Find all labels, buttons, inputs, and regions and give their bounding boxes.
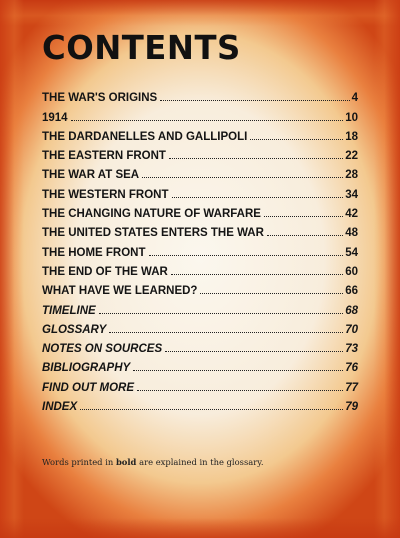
glossary-note-before: Words printed in xyxy=(42,457,116,467)
toc-entry-page: 42 xyxy=(345,208,358,221)
toc-entry-page: 76 xyxy=(345,362,358,375)
dot-leader xyxy=(160,99,349,101)
toc-entry-title: NOTES ON SOURCES xyxy=(42,343,163,356)
burnt-edge-left xyxy=(0,0,24,538)
toc-entry-title: THE WAR'S ORIGINS xyxy=(42,92,158,105)
dot-leader xyxy=(171,273,343,275)
toc-entry[interactable] xyxy=(42,201,358,220)
toc-entry-page: 60 xyxy=(345,265,358,278)
toc-entry-title: WHAT HAVE WE LEARNED? xyxy=(42,285,198,298)
dot-leader xyxy=(71,119,344,121)
toc-entry-page: 18 xyxy=(345,130,358,143)
toc-entry-page: 34 xyxy=(345,188,358,201)
toc-entry[interactable] xyxy=(42,162,358,181)
dot-leader xyxy=(165,350,343,352)
toc-entry-page: 48 xyxy=(345,227,358,240)
dot-leader xyxy=(133,369,343,371)
burnt-edge-bottom xyxy=(0,518,400,538)
toc-entry-title: INDEX xyxy=(42,401,78,414)
page-title: CONTENTS xyxy=(42,28,241,67)
toc-entry-page: 66 xyxy=(345,285,358,298)
dot-leader xyxy=(137,389,343,391)
dot-leader xyxy=(99,312,344,314)
toc-entry-title: THE EASTERN FRONT xyxy=(42,150,166,163)
toc-entry[interactable] xyxy=(42,143,358,162)
toc-entry-title: THE CHANGING NATURE OF WARFARE xyxy=(42,208,261,221)
toc-entry-title: FIND OUT MORE xyxy=(42,381,134,394)
burnt-edge-top xyxy=(0,0,400,26)
burnt-edge-right xyxy=(374,0,400,538)
toc-entry[interactable] xyxy=(42,355,358,374)
glossary-note-after: are explained in the glossary. xyxy=(136,457,264,467)
toc-entry[interactable] xyxy=(42,336,358,355)
toc-entry-title: BIBLIOGRAPHY xyxy=(42,362,131,375)
toc-entry[interactable] xyxy=(42,239,358,258)
dot-leader xyxy=(250,138,343,140)
dot-leader xyxy=(264,215,343,217)
dot-leader xyxy=(200,292,343,294)
toc-entry[interactable] xyxy=(42,85,358,104)
toc-entry-title: GLOSSARY xyxy=(42,323,107,336)
toc-entry-title: THE WAR AT SEA xyxy=(42,169,140,182)
dot-leader xyxy=(142,176,343,178)
toc-entry-title: THE HOME FRONT xyxy=(42,246,146,259)
toc-entry[interactable] xyxy=(42,394,358,413)
toc-entry-page: 70 xyxy=(345,323,358,336)
toc-entry[interactable] xyxy=(42,259,358,278)
dot-leader xyxy=(267,234,343,236)
dot-leader xyxy=(169,157,343,159)
toc-entry-title: THE WESTERN FRONT xyxy=(42,188,169,201)
toc-entry[interactable] xyxy=(42,278,358,297)
toc-entry-title: TIMELINE xyxy=(42,304,96,317)
toc-entry-page: 73 xyxy=(345,343,358,356)
dot-leader xyxy=(109,331,343,333)
toc-entry-page: 54 xyxy=(345,246,358,259)
toc-entry-page: 4 xyxy=(351,92,358,105)
dot-leader xyxy=(172,196,344,198)
toc-entry-page: 22 xyxy=(345,150,358,163)
toc-entry[interactable] xyxy=(42,104,358,123)
toc-entry[interactable] xyxy=(42,297,358,316)
toc-entry-title: THE END OF THE WAR xyxy=(42,265,168,278)
toc-entry[interactable] xyxy=(42,374,358,393)
toc-entry-page: 28 xyxy=(345,169,358,182)
toc-entry-title: THE UNITED STATES ENTERS THE WAR xyxy=(42,227,264,240)
toc-entry-page: 10 xyxy=(345,111,358,124)
toc-entry-page: 68 xyxy=(345,304,358,317)
toc-entry[interactable] xyxy=(42,317,358,336)
toc-entry[interactable] xyxy=(42,220,358,239)
table-of-contents xyxy=(42,85,358,413)
toc-entry[interactable] xyxy=(42,181,358,200)
toc-entry-page: 77 xyxy=(345,381,358,394)
toc-entry[interactable] xyxy=(42,124,358,143)
glossary-note-bold: bold xyxy=(115,457,137,467)
dot-leader xyxy=(80,408,343,410)
toc-entry-title: 1914 xyxy=(42,111,68,124)
glossary-note xyxy=(42,457,264,467)
dot-leader xyxy=(149,254,344,256)
toc-entry-page: 79 xyxy=(345,401,358,414)
toc-entry-title: THE DARDANELLES AND GALLIPOLI xyxy=(42,130,248,143)
